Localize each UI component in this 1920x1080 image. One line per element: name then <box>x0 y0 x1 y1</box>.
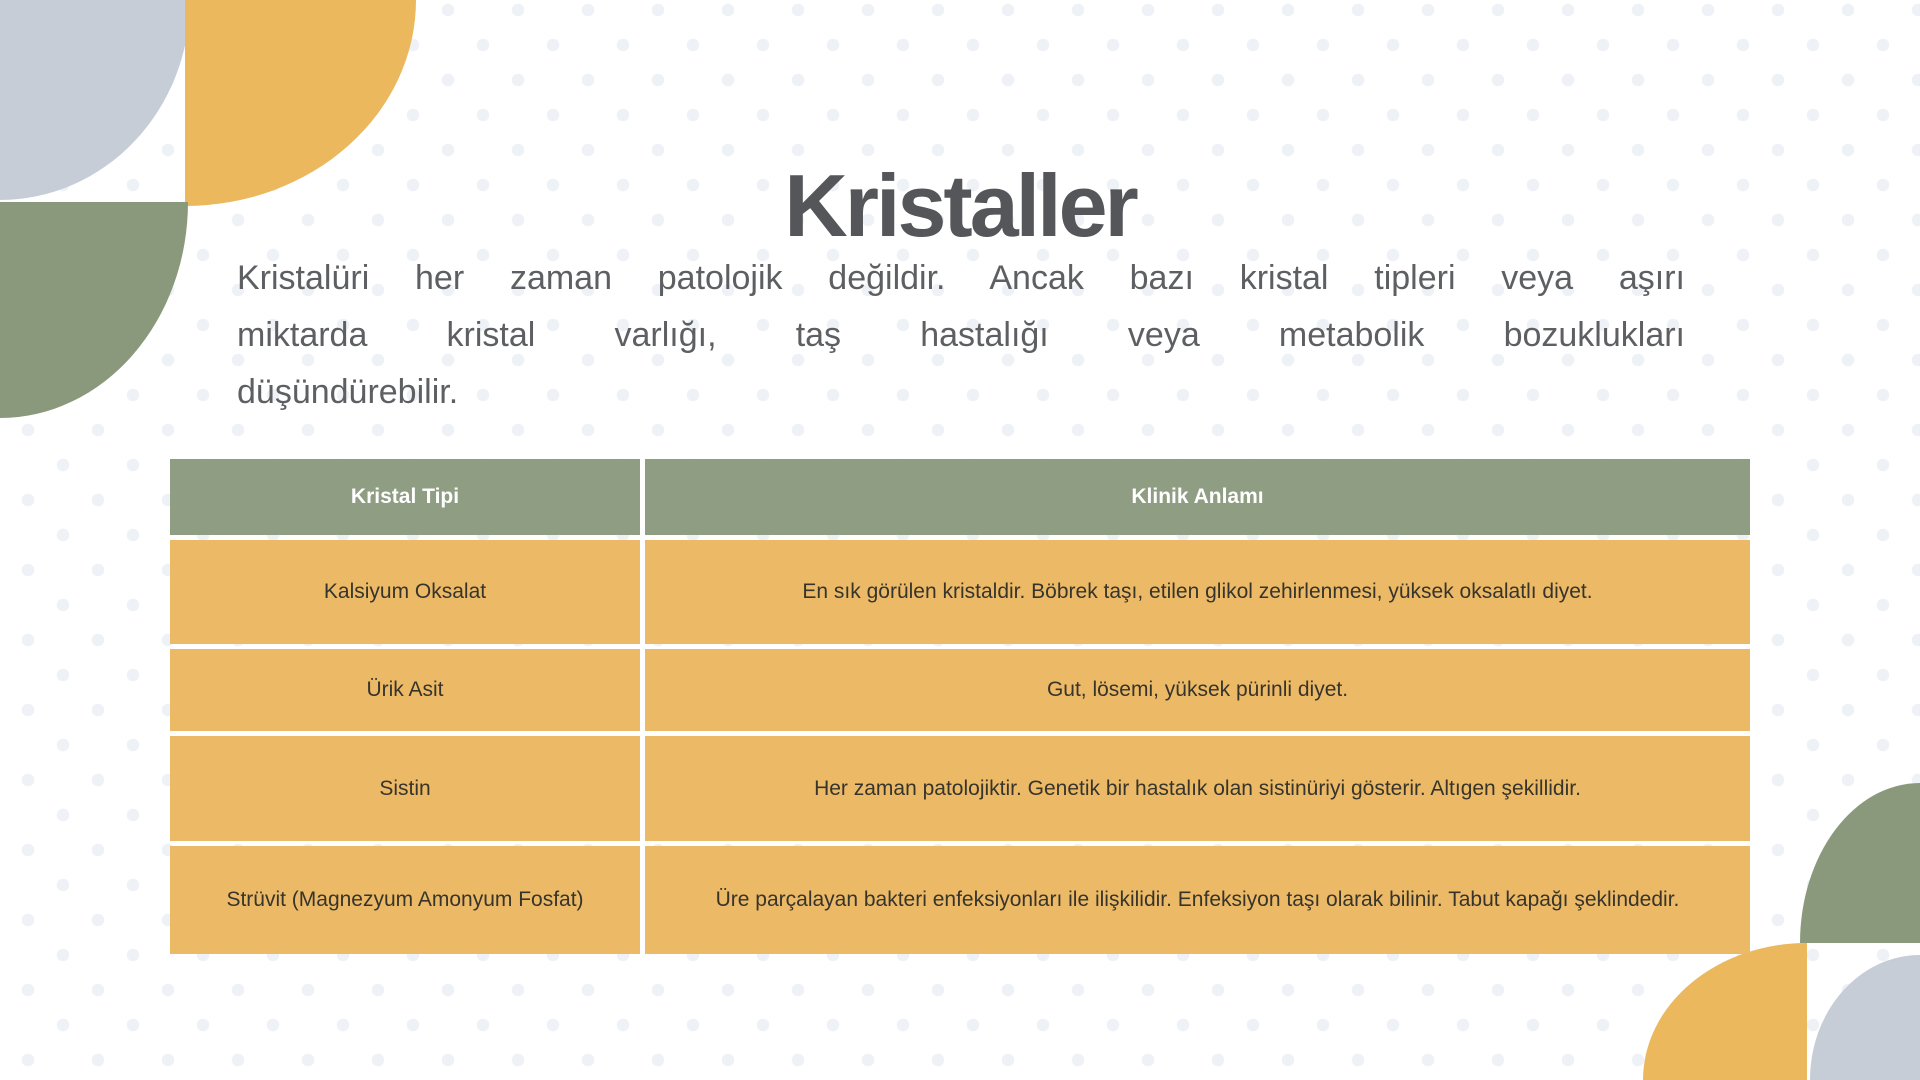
intro-paragraph-line: miktarda kristal varlığı, taş hastalığı veya metabolik bozuklukları <box>237 316 1685 354</box>
table-cell-crystal-type: Sistin <box>170 736 640 841</box>
table-cell-crystal-type: Ürik Asit <box>170 649 640 731</box>
table-cell-clinical-meaning: Üre parçalayan bakteri enfeksiyonları ile ilişkilidir. Enfeksiyon taşı olarak bilinir. Tabut kapağı şeklindedir. <box>645 846 1750 954</box>
corner-quarter-circle-bottom-right-gray <box>1810 955 1920 1080</box>
intro-paragraph-line: Kristalüri her zaman patolojik değildir. Ancak bazı kristal tipleri veya aşırı <box>237 259 1685 297</box>
table-header-klinik-anlami: Klinik Anlamı <box>645 459 1750 535</box>
table-header-kristal-tipi: Kristal Tipi <box>170 459 640 535</box>
table-cell-clinical-meaning: Her zaman patolojiktir. Genetik bir hastalık olan sistinüriyi gösterir. Altıgen şekillidir. <box>645 736 1750 841</box>
intro-paragraph-line: düşündürebilir. <box>237 373 459 411</box>
slide-title: Kristaller <box>784 155 1136 255</box>
intro-paragraph <box>237 250 1685 421</box>
crystals-table <box>170 459 1750 954</box>
table-cell-clinical-meaning: En sık görülen kristaldir. Böbrek taşı, etilen glikol zehirlenmesi, yüksek oksalatlı diyet. <box>645 540 1750 644</box>
table-cell-clinical-meaning: Gut, lösemi, yüksek pürinli diyet. <box>645 649 1750 731</box>
table-cell-crystal-type: Kalsiyum Oksalat <box>170 540 640 644</box>
corner-quarter-circle-bottom-right-green <box>1800 783 1920 943</box>
corner-quarter-circle-bottom-right-orange <box>1643 943 1807 1080</box>
table-cell-crystal-type: Strüvit (Magnezyum Amonyum Fosfat) <box>170 846 640 954</box>
